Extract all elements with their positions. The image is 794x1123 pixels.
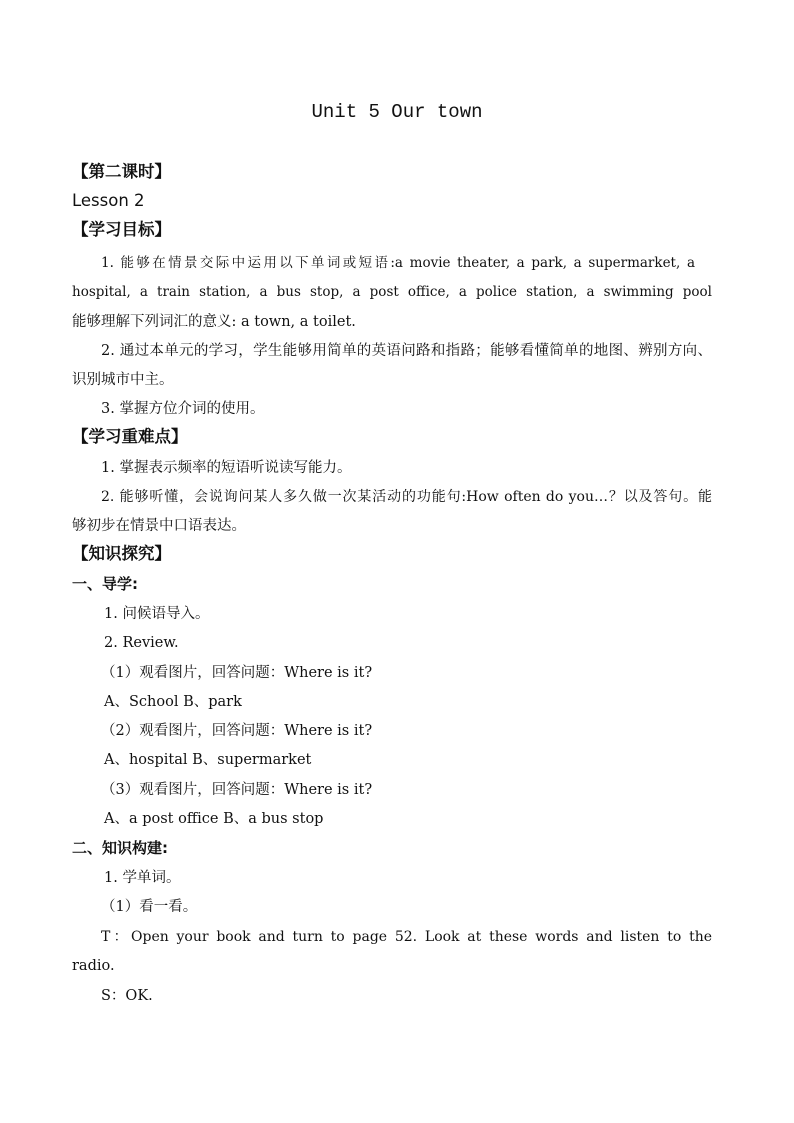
document-title: Unit 5 Our town [311, 101, 483, 123]
look-step: （1）看一看。 [101, 899, 198, 915]
answer-2: A、hospital B、supermarket [104, 752, 312, 768]
goal-2-line-2: 识别城市中主。 [72, 372, 174, 388]
learn-words-step: 1. 学单词。 [104, 870, 181, 886]
section-1-heading: 一、导学: [72, 575, 138, 593]
goals-heading: 【学习目标】 [72, 220, 171, 239]
goal-1-line-1: 1. 能够在情景交际中运用以下单词或短语:a movie theater, a park, a supermarket, a [101, 255, 695, 271]
key-point-2-line-1: 2. 能够听懂，会说询问某人多久做一次某活动的功能句:How often do you…？以及答句。能 [101, 489, 712, 505]
goal-3: 3. 掌握方位介词的使用。 [101, 401, 265, 417]
answer-3: A、a post office B、a bus stop [104, 811, 324, 827]
section-2-heading: 二、知识构建: [72, 839, 168, 857]
goal-1-line-3: 能够理解下列词汇的意义: a town, a toilet. [72, 314, 356, 330]
step-2: 2. Review. [104, 635, 179, 651]
key-point-1: 1. 掌握表示频率的短语听说读写能力。 [101, 460, 352, 476]
lesson-label: Lesson 2 [72, 191, 145, 210]
teacher-line-1: T：Open your book and turn to page 52. Look at these words and listen to the [101, 929, 712, 945]
key-points-heading: 【学习重难点】 [72, 427, 188, 446]
goal-1-line-2: hospital, a train station, a bus stop, a post office, a police station, a swimming pool [72, 284, 712, 300]
question-1: （1）观看图片，回答问题：Where is it? [101, 665, 373, 681]
period-heading: 【第二课时】 [72, 162, 171, 181]
step-1: 1. 问候语导入。 [104, 606, 210, 622]
answer-1: A、School B、park [104, 694, 242, 710]
question-2: （2）观看图片，回答问题：Where is it? [101, 723, 373, 739]
question-3: （3）观看图片，回答问题：Where is it? [101, 782, 373, 798]
teacher-line-2: radio. [72, 958, 115, 974]
key-point-2-line-2: 够初步在情景中口语表达。 [72, 518, 246, 534]
goal-2-line-1: 2. 通过本单元的学习，学生能够用简单的英语问路和指路；能够看懂简单的地图、辨别方向、 [101, 343, 712, 359]
student-line: S：OK. [101, 988, 153, 1004]
explore-heading: 【知识探究】 [72, 544, 171, 563]
